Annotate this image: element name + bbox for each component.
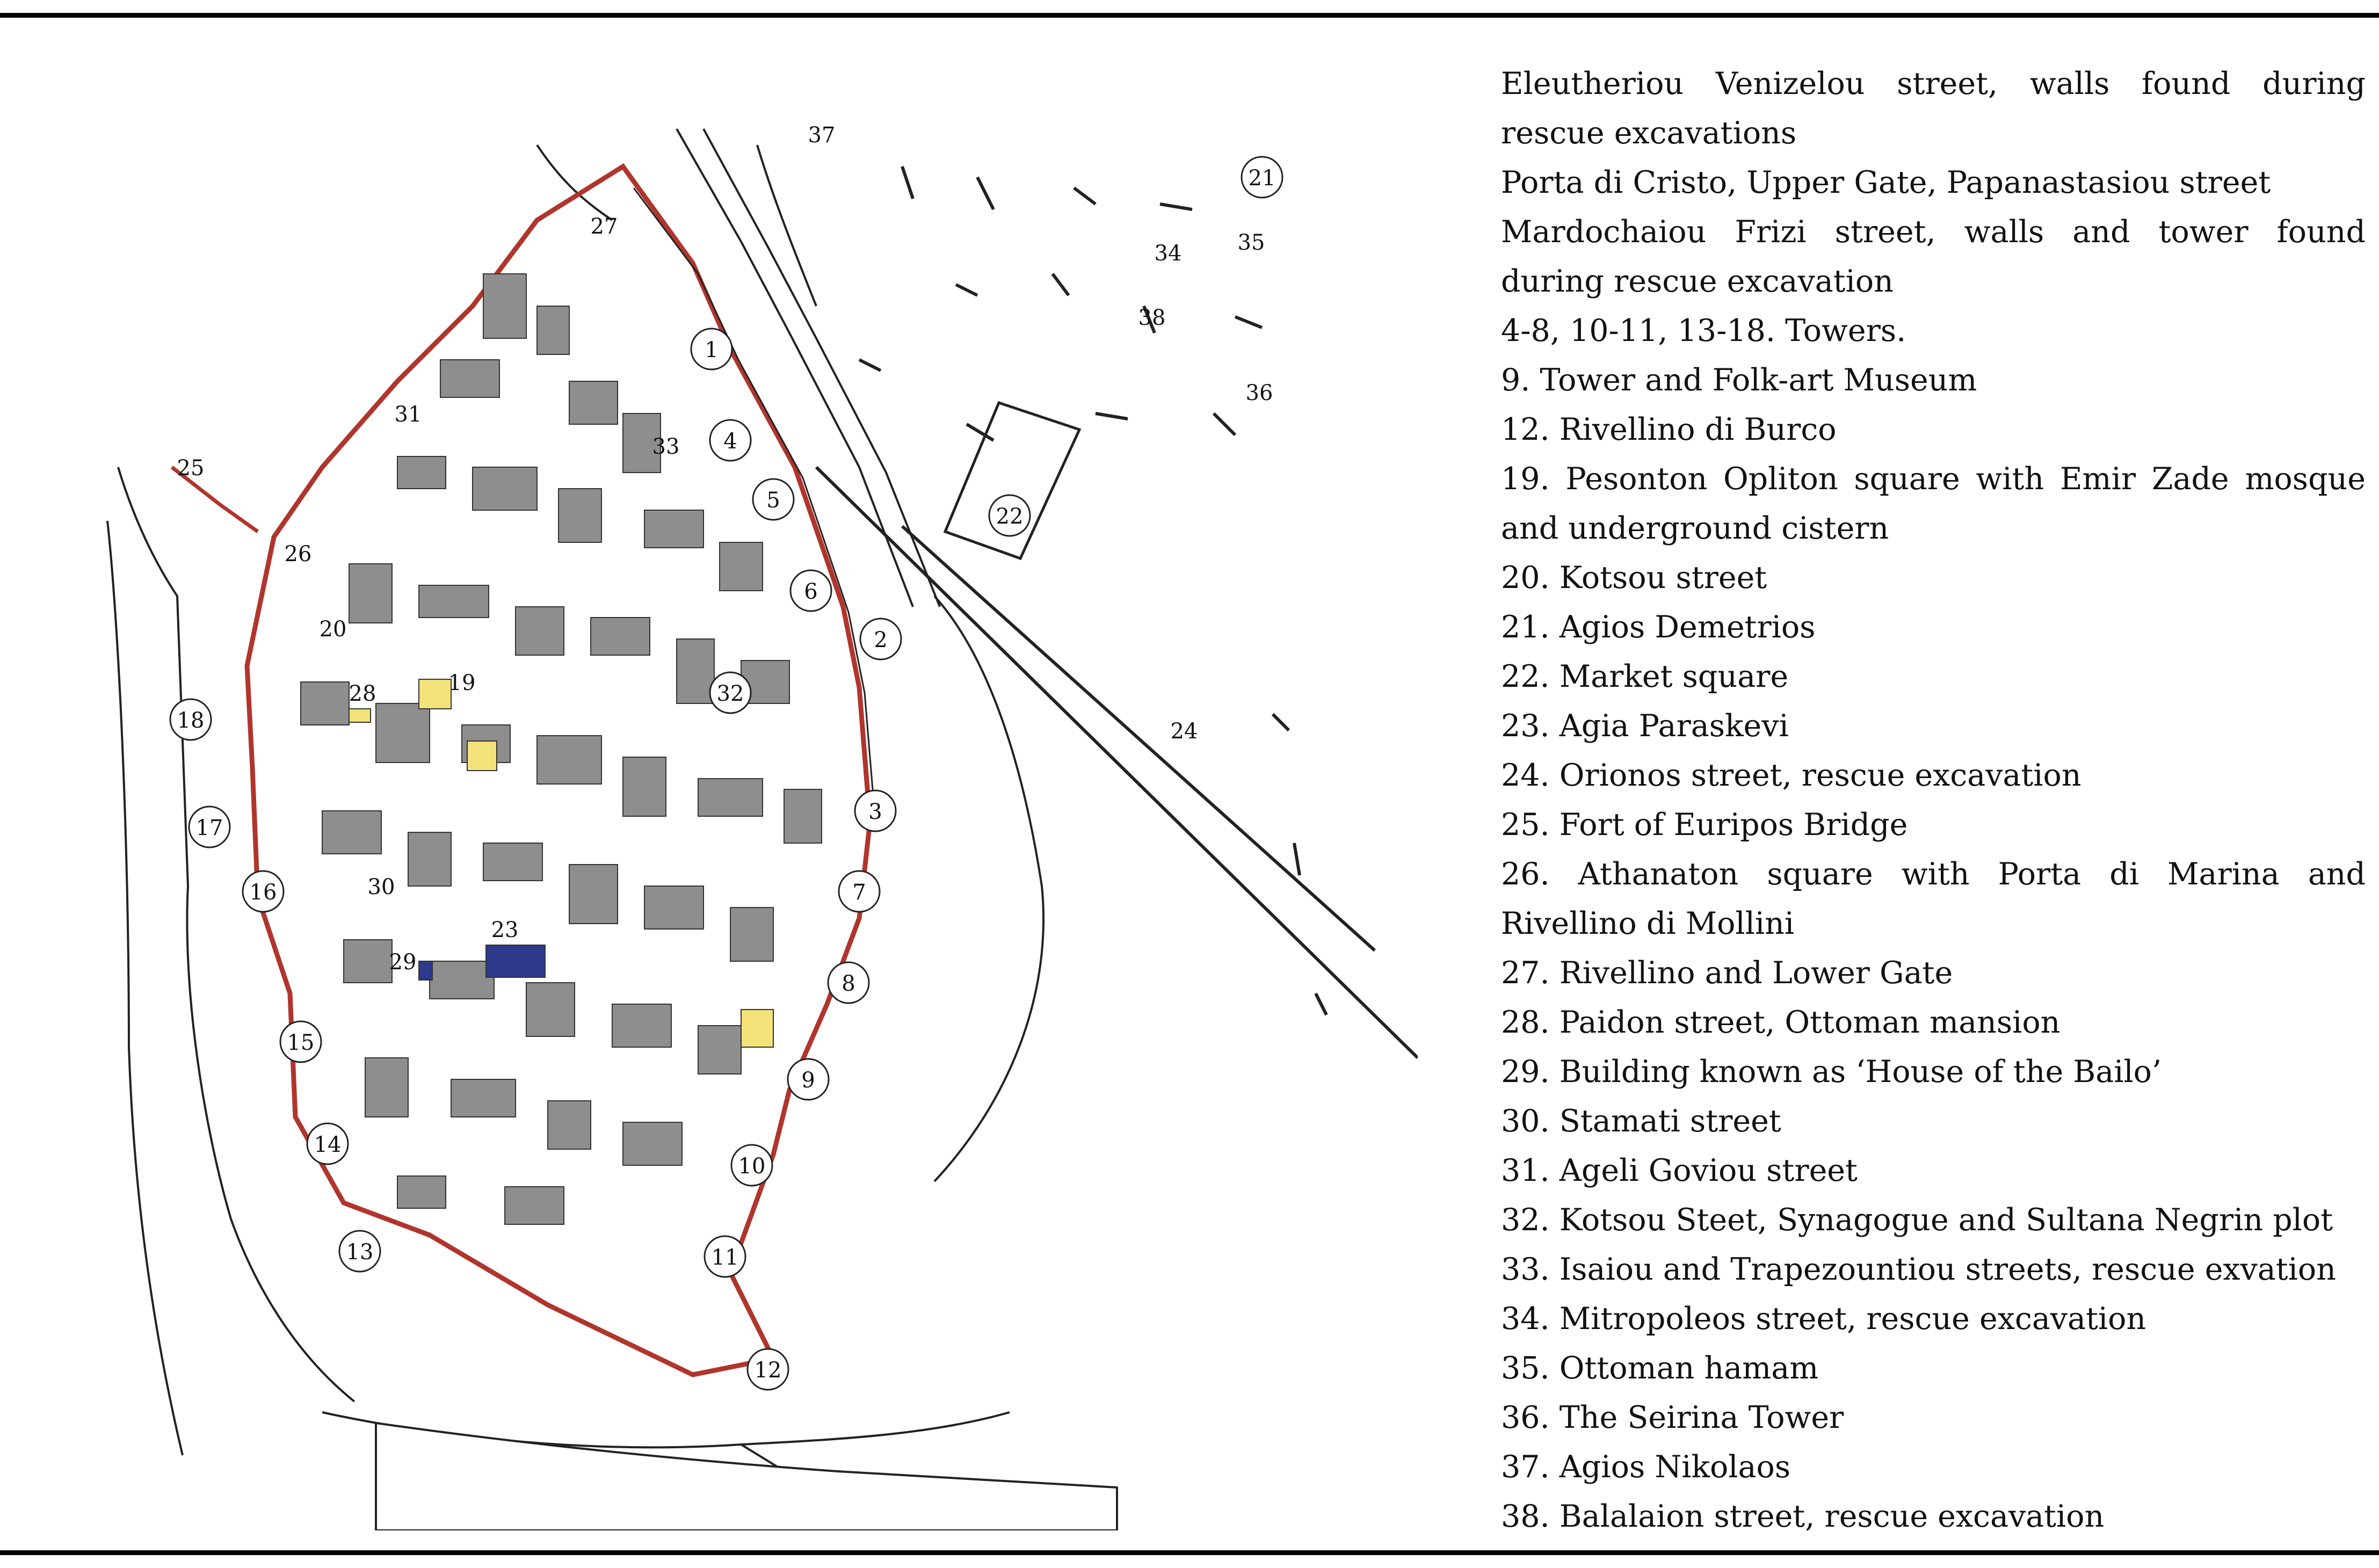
marker-9 [788,1059,829,1100]
city-blocks [301,274,822,1224]
marker-13 [339,1231,380,1272]
marker-3 [855,790,896,831]
legend-item: 29. Building known as ‘House of the Bailo’ [1501,1054,2162,1090]
marker-33 [652,434,680,459]
legend-item: 28. Paidon street, Ottoman mansion [1501,1005,2061,1040]
legend-item: 31. Ageli Goviou street [1501,1153,1858,1188]
marker-label: 13 [346,1240,374,1265]
marker-label: 28 [349,681,376,706]
marker-label: 8 [842,971,855,996]
marker-label: 33 [652,434,680,459]
marker-label: 38 [1138,306,1166,330]
marker-20 [320,617,347,642]
marker-label: 20 [319,617,347,642]
marker-label: 15 [287,1030,315,1055]
marker-36 [1246,381,1273,405]
marker-label: 16 [249,880,277,905]
marker-label: 29 [389,950,417,975]
marker-23 [491,918,519,942]
legend-item: 22. Market square [1501,659,1789,694]
marker-31 [395,402,422,427]
marker-26 [285,542,312,567]
marker-label: 1 [705,338,719,362]
marker-18 [170,699,211,740]
legend-item: 25. Fort of Euripos Bridge [1501,807,1908,843]
legend-item: 4-8, 10-11, 13-18. Towers. [1501,313,1906,349]
marker-10 [731,1145,772,1186]
marker-12 [748,1349,788,1390]
marker-17 [189,807,230,847]
marker-label: 21 [1248,166,1276,191]
sea-edge [376,1423,1117,1530]
legend-item: Eleutheriou Venizelou street, walls found during rescue excavations [1501,66,2366,151]
outer-streets [816,166,1418,1058]
monument-19 [419,679,451,709]
marker-34 [1155,241,1182,266]
monument-23 [486,945,545,977]
legend-item: 35. Ottoman hamam [1501,1351,1819,1386]
marker-29 [389,950,417,975]
marker-32 [710,672,751,713]
marker-27 [591,214,618,239]
marker-21 [1242,157,1282,198]
marker-label: 18 [177,708,205,733]
marker-30 [368,875,395,899]
marker-label: 24 [1170,719,1198,744]
marker-label: 37 [808,123,836,148]
marker-14 [307,1123,348,1164]
legend-item: 12. Rivellino di Burco [1501,412,1837,447]
monument-yellow-a [467,741,497,771]
marker-label: 26 [284,542,312,567]
marker-label: 12 [754,1358,782,1383]
legend-item: 20. Kotsou street [1501,560,1767,596]
legend-item: 30. Stamati street [1501,1104,1781,1139]
legend-item: 34. Mitropoleos street, rescue excavation [1501,1301,2146,1337]
marker-16 [243,871,284,912]
legend [1501,59,2366,1541]
monument-29 [419,961,432,980]
coastline [107,145,1117,1501]
marker-label: 19 [448,671,476,695]
marker-label: 11 [711,1245,739,1270]
marker-label: 2 [874,628,888,652]
legend-item: 21. Agios Demetrios [1501,609,1816,645]
marker-6 [790,570,831,611]
legend-item: 37. Agios Nikolaos [1501,1449,1791,1485]
marker-label: 6 [804,579,818,604]
marker-label: 4 [723,429,737,454]
marker-label: 17 [195,816,223,840]
marker-label: 25 [177,456,205,481]
marker-label: 36 [1245,381,1273,405]
legend-item: 19. Pesonton Opliton square with Emir Zade mosque and underground cistern [1501,461,2366,546]
marker-15 [280,1021,321,1062]
marker-37 [808,123,836,148]
marker-28 [349,681,376,706]
top-rule [0,13,2379,18]
marker-22 [989,495,1030,536]
monument-yellow-b [349,709,371,722]
bottom-rule [0,1550,2379,1555]
legend-item: Mardochaiou Frizi street, walls and tower found during rescue excavation [1501,214,2366,299]
marker-25 [177,456,205,481]
legend-item: 27. Rivellino and Lower Gate [1501,955,1953,991]
legend-item: Porta di Cristo, Upper Gate, Papanastasiou street [1501,165,2271,200]
marker-label: 23 [491,918,519,942]
marker-1 [691,329,732,369]
marker-label: 31 [394,402,422,427]
marker-24 [1171,719,1198,744]
marker-label: 10 [738,1154,766,1179]
marker-label: 34 [1154,241,1182,266]
marker-11 [705,1236,745,1277]
marker-label: 35 [1237,230,1265,255]
map-drawing [97,81,1418,1530]
marker-label: 7 [852,880,866,905]
legend-item: 24. Orionos street, rescue excavation [1501,758,2081,793]
city-map [97,81,1418,1530]
marker-2 [860,619,901,659]
marker-label: 27 [590,214,618,239]
marker-label: 14 [314,1133,342,1157]
legend-item: 36. The Seirina Tower [1501,1400,1844,1435]
marker-label: 5 [766,488,780,513]
marker-5 [753,479,794,520]
marker-8 [828,962,869,1003]
legend-item: 26. Athanaton square with Porta di Marina and Rivellino di Mollini [1501,856,2366,941]
legend-item: 38. Balalaion street, rescue excavation [1501,1499,2105,1534]
legend-item: 32. Kotsou Steet, Synagogue and Sultana Negrin plot [1501,1202,2333,1238]
marker-19 [448,671,476,695]
legend-item: 23. Agia Paraskevi [1501,708,1789,744]
marker-7 [839,871,880,912]
map-markers [170,123,1282,1390]
legend-item: 9. Tower and Folk-art Museum [1501,362,1977,398]
marker-4 [710,420,751,461]
monument-9 [741,1010,773,1047]
marker-label: 3 [868,800,882,824]
legend-item: 33. Isaiou and Trapezountiou streets, rescue exvation [1501,1252,2336,1287]
marker-label: 30 [367,875,395,899]
marker-label: 32 [716,681,744,706]
marker-35 [1238,230,1265,255]
marker-label: 22 [996,504,1024,529]
marker-38 [1138,306,1166,330]
marker-label: 9 [801,1068,815,1093]
